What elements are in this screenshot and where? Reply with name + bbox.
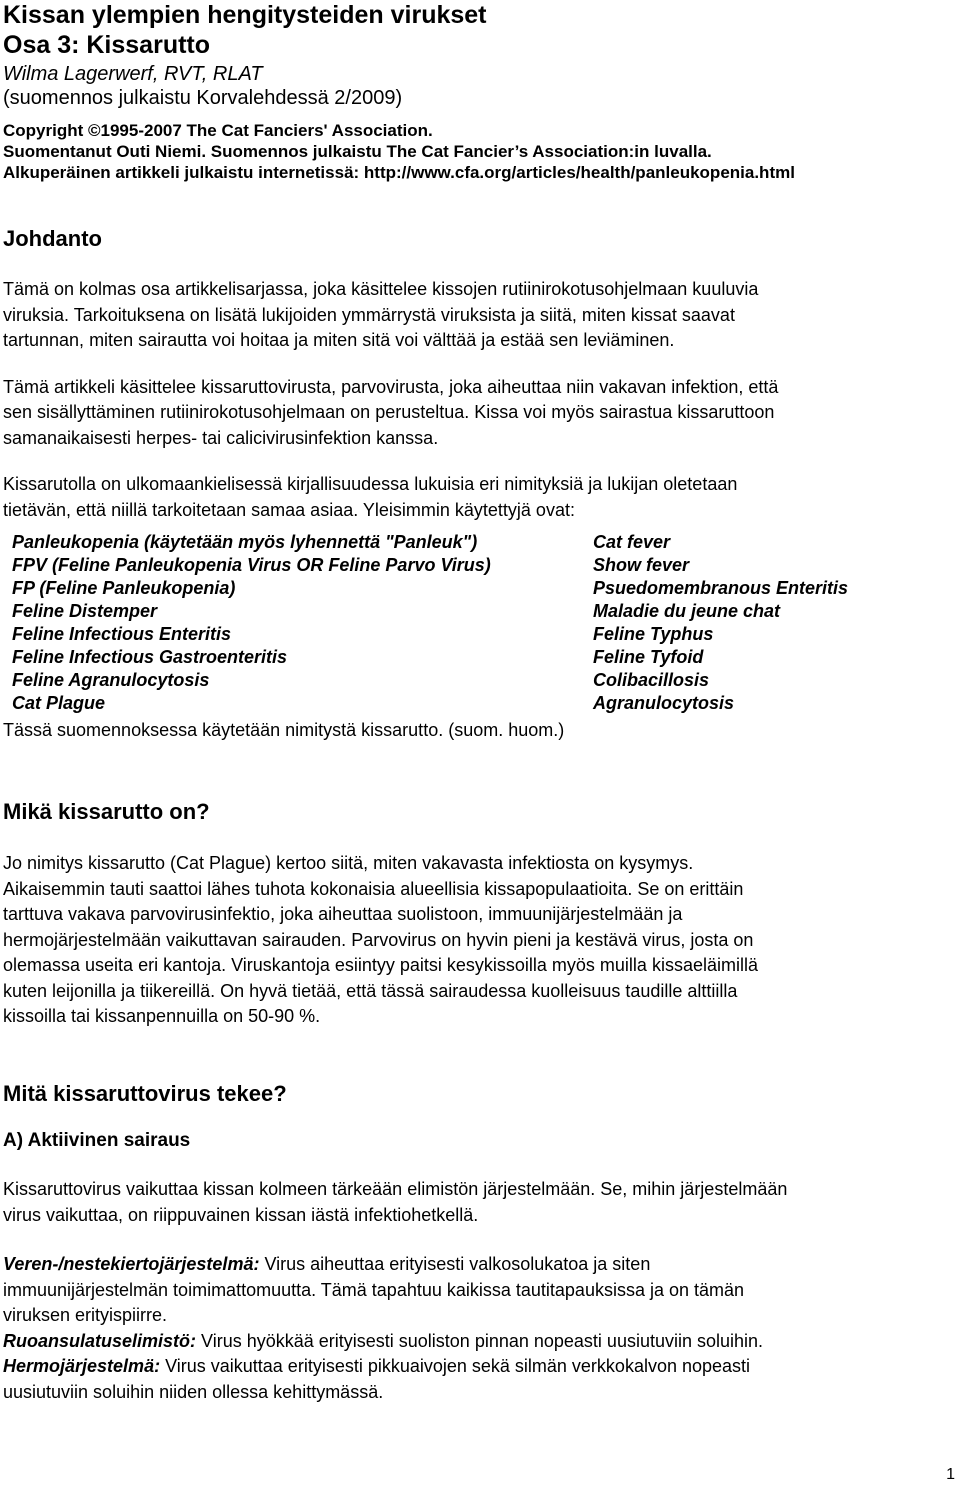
text-line: tarttuva vakava parvovirusinfektio, joka aiheuttaa suolistoon, immuunijärjestelmään ja: [3, 904, 683, 924]
text-line: hermojärjestelmään vaikuttavan sairauden. Parvovirus on hyvin pieni ja kestävä virus, josta on: [3, 929, 754, 950]
synonym-item: Feline Distemper: [12, 601, 158, 621]
text-line: tartunnan, miten sairautta voi hoitaa ja miten sitä voi välttää ja estää sen leviäminen.: [3, 330, 675, 350]
text-line: kissoilla tai kissanpennuilla on 50-90 %.: [3, 1006, 321, 1026]
text-line: Jo nimitys kissarutto (Cat Plague) kertoo siitä, miten vakavasta infektiosta on kysymys.: [3, 853, 694, 873]
text-line: tietävän, että niillä tarkoitetaan samaa asiaa. Yleisimmin käytettyjä ovat:: [3, 499, 575, 520]
synonym-item: Feline Infectious Enteritis: [12, 624, 232, 644]
active-disease-subheading: A) Aktiivinen sairaus: [3, 1130, 191, 1151]
intro-paragraph-3: [3, 472, 955, 523]
intro-paragraph-2: [3, 375, 955, 452]
synonym-item: Psuedomembranous Enteritis: [593, 578, 849, 598]
text-line: sen sisällyttäminen rutiinirokotusohjelmaan on perusteltua. Kissa voi myös sairastua kissaruttoon: [3, 402, 775, 422]
digestive-system-line: [3, 1329, 955, 1355]
text-line: uusiutuviin soluihin niiden ollessa kehittymässä.: [3, 1381, 384, 1402]
synonym-item: Cat Plague: [12, 693, 106, 713]
page-number: 1: [946, 1466, 955, 1483]
synonym-item: Panleukopenia (käytetään myös lyhennettä "Panleuk"): [12, 532, 478, 552]
intro-heading: Johdanto: [3, 226, 102, 251]
section-what-does: [3, 1081, 955, 1405]
copyright-block: [3, 120, 795, 183]
text-line: Kissarutolla on ulkomaankielisessä kirjallisuudessa lukuisia eri nimityksiä ja lukijan oletetaan: [3, 474, 738, 494]
synonym-column-left: [12, 531, 491, 715]
what-does-heading: Mitä kissaruttovirus tekee?: [3, 1081, 287, 1106]
text-line: Kissaruttovirus vaikuttaa kissan kolmeen tärkeään elimistön järjestelmään. Se, mihin järjestelmään: [3, 1179, 788, 1199]
text-line: Tämä on kolmas osa artikkelisarjassa, joka käsittelee kissojen rutiinirokotusohjelmaan kuuluvia: [3, 279, 759, 299]
synonym-item: Maladie du jeune chat: [593, 601, 781, 621]
translator-line: Suomentanut Outi Niemi. Suomennos julkaistu The Cat Fancier’s Association:in luvalla.: [3, 142, 712, 161]
synonym-item: FP (Feline Panleukopenia): [12, 578, 236, 598]
blood-system-label: Veren-/nestekiertojärjestelmä:: [3, 1254, 260, 1274]
nervous-system-label: Hermojärjestelmä:: [3, 1356, 161, 1376]
document-header: [3, 0, 795, 183]
text-line: immuunijärjestelmän toimimattomuutta. Tämä tapahtuu kaikissa tautitapauksissa ja on tämän: [3, 1279, 745, 1300]
section-what-is: [3, 799, 955, 1030]
digestive-system-text: Virus hyökkää erityisesti suoliston pinnan nopeasti uusiutuviin soluihin.: [196, 1330, 764, 1351]
synonym-item: Colibacillosis: [593, 670, 710, 690]
title-line-1: Kissan ylempien hengitysteiden virukset: [3, 1, 487, 29]
synonym-item: FPV (Feline Panleukopenia Virus OR Feline Parvo Virus): [12, 555, 491, 575]
text-line: viruksia. Tarkoituksena on lisätä lukijoiden ymmärrystä viruksista ja siitä, miten kissat saavat: [3, 304, 735, 325]
author: Wilma Lagerwerf, RVT, RLAT: [3, 63, 263, 85]
nervous-system-text: Virus vaikuttaa erityisesti pikkuaivojen sekä silmän verkkokalvon nopeasti: [160, 1356, 751, 1376]
title-line-2: Osa 3: Kissarutto: [3, 31, 211, 59]
text-line: virus vaikuttaa, on riippuvainen kissan iästä infektiohetkellä.: [3, 1204, 479, 1225]
synonym-column-right: [593, 531, 848, 715]
translation-note: (suomennos julkaistu Korvalehdessä 2/2009): [3, 87, 403, 109]
what-is-heading: Mikä kissarutto on?: [3, 799, 210, 824]
blood-system-line: [3, 1252, 955, 1278]
what-is-paragraph: [3, 851, 955, 1030]
synonym-item: Feline Typhus: [593, 624, 714, 644]
text-line: Aikaisemmin tauti saattoi lähes tuhota kokonaisia alueellisia kissapopulaatioita. Se on erittäin: [3, 878, 744, 899]
text-line: olemassa useita eri kantoja. Viruskantoja esiintyy paitsi kesykissoilla myös muilla kissaeläimillä: [3, 955, 758, 975]
synonym-item: Feline Tyfoid: [593, 647, 704, 667]
synonym-item: Feline Infectious Gastroenteritis: [12, 647, 288, 667]
synonym-item: Show fever: [593, 555, 690, 575]
synonym-item: Agranulocytosis: [593, 693, 735, 713]
nervous-system-line: [3, 1354, 955, 1380]
system-effects: [3, 1252, 955, 1405]
synonym-item: Feline Agranulocytosis: [12, 670, 210, 690]
intro-paragraph-1: [3, 277, 955, 354]
text-line: viruksen erityispiirre.: [3, 1305, 168, 1325]
synonym-item: Cat fever: [593, 532, 671, 552]
blood-system-text: Virus aiheuttaa erityisesti valkosolukatoa ja siten: [259, 1254, 651, 1274]
what-does-paragraph: [3, 1177, 955, 1228]
source-link[interactable]: Alkuperäinen artikkeli julkaistu internetissä: http://www.cfa.org/articles/health/panleukopenia.html: [3, 163, 795, 182]
copyright-line: Copyright ©1995-2007 The Cat Fanciers' Association.: [3, 121, 433, 140]
synonym-list: [3, 531, 955, 715]
text-line: kuten leijonilla ja tiikereillä. On hyvä tietää, että tässä sairaudessa kuolleisuus taudille alttiilla: [3, 980, 738, 1001]
translation-remark: Tässä suomennoksessa käytetään nimitystä kissarutto. (suom. huom.): [3, 720, 565, 740]
text-line: samanaikaisesti herpes- tai calicivirusinfektion kanssa.: [3, 427, 439, 448]
digestive-system-label: Ruoansulatuselimistö:: [3, 1330, 197, 1351]
text-line: Tämä artikkeli käsittelee kissaruttovirusta, parvovirusta, joka aiheuttaa niin vakavan infektion, että: [3, 376, 779, 397]
section-intro: [3, 226, 955, 523]
